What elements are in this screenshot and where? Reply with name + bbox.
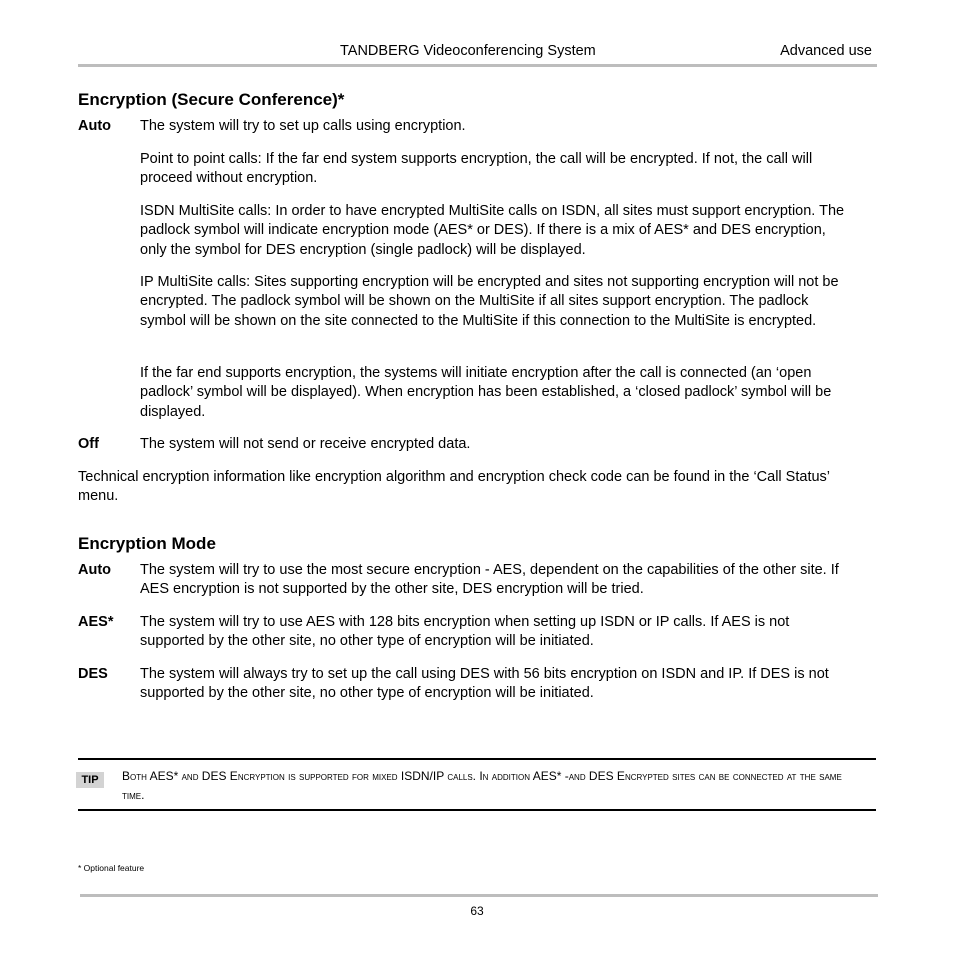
running-header-section: Advanced use [780,43,872,59]
term-auto: Auto [78,118,112,134]
running-header-title: TANDBERG Videoconferencing System [340,43,596,59]
mode-des-paragraph: The system will always try to set up the call using DES with 56 bits encryption on ISDN and IP. If DES is not supported by the other site, no other type of encryption will be initiated. [140,666,829,702]
off-paragraph: The system will not send or receive encrypted data. [140,436,471,452]
header-rule [78,64,877,67]
term-off: Off [78,436,99,452]
auto-paragraph-2: Point to point calls: If the far end system supports encryption, the call will be encrypted. If not, the call will proceed without encryption. [140,151,813,187]
term-des: DES [78,666,108,682]
page-number: 63 [470,904,484,918]
tip-text: Both AES* and DES Encryption is supported for mixed ISDN/IP calls. In addition AES* -and DES Encrypted sites can be connected at the same time. [122,769,842,802]
tip-top-rule [78,758,876,760]
auto-paragraph-3: ISDN MultiSite calls: In order to have encrypted MultiSite calls on ISDN, all sites must support encryption. The padlock symbol will indicate encryption mode (AES* or DES). If there is a mix of AES* and DES encryption, only the symbol for DES encryption (single padlock) will be displayed. [140,203,845,258]
tip-badge: TIP [76,772,104,788]
mode-auto-paragraph: The system will try to use the most secure encryption - AES, dependent on the capabilities of the other site. If AES encryption is not supported by the other site, DES encryption will be tried. [140,562,839,598]
tip-bottom-rule [78,809,876,811]
auto-paragraph-1: The system will try to set up calls using encryption. [140,118,466,134]
term-aes: AES* [78,614,114,630]
heading-encryption: Encryption (Secure Conference)* [78,90,345,109]
auto-paragraph-5: If the far end supports encryption, the systems will initiate encryption after the call is connected (an ‘open padlock’ symbol will be displayed). When encryption has been established, a ‘closed padlock’ symbol will be displayed. [140,365,832,420]
auto-paragraph-4: IP MultiSite calls: Sites supporting encryption will be encrypted and sites not supporting encryption will not be encrypted. The padlock symbol will be shown on the MultiSite if all sites support encryption. The padlock symbol will be shown on the site connected to the MultiSite if this connection to the MultiSite is encrypted. [140,274,839,329]
call-status-note: Technical encryption information like encryption algorithm and encryption check code can be found in the ‘Call Status’ menu. [78,469,830,505]
term-mode-auto: Auto [78,562,112,578]
footnote: * Optional feature [78,863,145,873]
mode-aes-paragraph: The system will try to use AES with 128 bits encryption when setting up ISDN or IP calls. If AES is not supported by the other site, no other type of encryption will be initiated. [140,614,790,650]
heading-encryption-mode: Encryption Mode [78,534,216,553]
footer-rule [80,894,878,897]
